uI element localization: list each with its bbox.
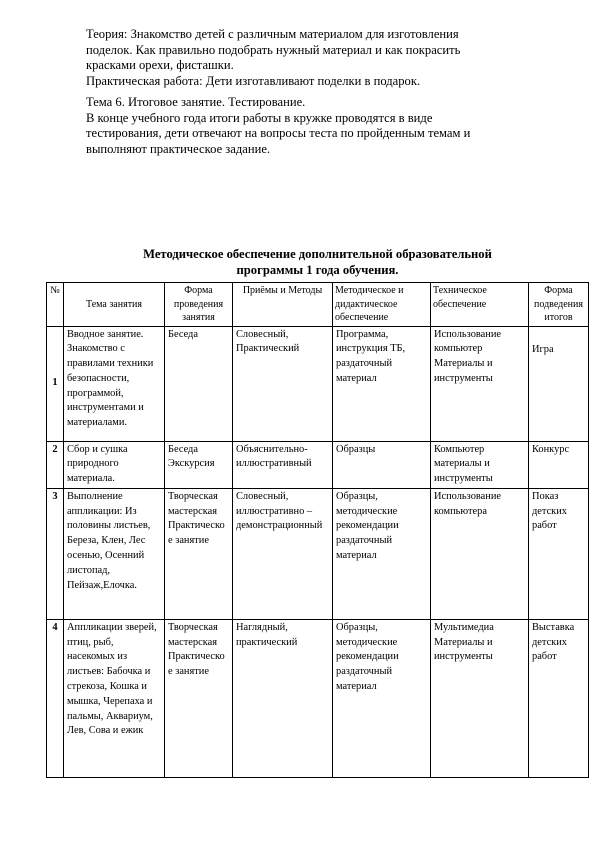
technical-cell: Компьютер материалы и инструменты bbox=[431, 441, 529, 488]
table-row bbox=[47, 441, 589, 488]
methods-cell: Словесный, Практический bbox=[233, 326, 333, 441]
table-row bbox=[47, 488, 589, 619]
table-row bbox=[47, 326, 589, 441]
didactic-cell: Образцы, методические рекомендации раздаточный материал bbox=[333, 619, 431, 777]
text-line: красками орехи, фисташки. bbox=[86, 58, 234, 72]
text-line: поделок. Как правильно подобрать нужный материал и как покрасить bbox=[86, 42, 461, 57]
topic-cell: Аппликации зверей, птиц, рыб, насекомых из листьев: Бабочка и стрекоза, Кошка и мышка, Черепаха и пальмы, Аквариум, Лев, Сова и ежик bbox=[64, 619, 165, 777]
topic-cell: Вводное занятие. Знакомство с правилами техники безопасности, программой, инструментами и материалами. bbox=[64, 326, 165, 441]
table-row bbox=[47, 619, 589, 777]
row-number: 4 bbox=[47, 619, 64, 777]
technical-cell: Использование компьютер Материалы и инструменты bbox=[431, 326, 529, 441]
technical-cell: Мультимедиа Материалы и инструменты bbox=[431, 619, 529, 777]
column-header-result: Форма подведения итогов bbox=[529, 283, 589, 327]
text-line: В конце учебного года итоги работы в кружке проводятся в виде bbox=[86, 110, 433, 125]
form-cell: Беседа Экскурсия bbox=[165, 441, 233, 488]
methodology-table bbox=[46, 282, 589, 778]
text-line: выполняют практическое задание. bbox=[86, 141, 271, 156]
section-title bbox=[60, 246, 575, 278]
topic-cell: Выполнение аппликации: Из половины листьев, Береза, Клен, Лес осенью, Осенний листопад, Пейзаж,Елочка. bbox=[64, 488, 165, 619]
methods-cell: Наглядный, практический bbox=[233, 619, 333, 777]
title-line: программы 1 года обучения. bbox=[236, 263, 399, 277]
text-line: Теория: Знакомство детей с различным материалом для изготовления bbox=[86, 27, 459, 41]
result-cell: Выставка детских работ bbox=[529, 619, 589, 777]
row-number: 2 bbox=[47, 441, 64, 488]
form-cell: Творческая мастерская Практическое занятие bbox=[165, 488, 233, 619]
result-cell: Показ детских работ bbox=[529, 488, 589, 619]
topic-cell: Сбор и сушка природного материала. bbox=[64, 441, 165, 488]
column-header-technical: Техническое обеспечение bbox=[431, 283, 529, 327]
didactic-cell: Образцы, методические рекомендации раздаточный материал bbox=[333, 488, 431, 619]
methods-cell: Объяснительно-иллюстративный bbox=[233, 441, 333, 488]
theory-paragraph bbox=[86, 27, 546, 89]
column-header-topic: Тема занятия bbox=[64, 283, 165, 327]
topic6-paragraph bbox=[86, 95, 546, 157]
row-number: 3 bbox=[47, 488, 64, 619]
text-line: тестирования, дети отвечают на вопросы теста по пройденным темам и bbox=[86, 126, 471, 140]
column-header-didactic: Методическое и дидактическое обеспечение bbox=[333, 283, 431, 327]
didactic-cell: Программа, инструкция ТБ, раздаточный материал bbox=[333, 326, 431, 441]
form-cell: Беседа bbox=[165, 326, 233, 441]
text-line: Практическая работа: Дети изготавливают поделки в подарок. bbox=[86, 73, 421, 88]
technical-cell: Использование компьютера bbox=[431, 488, 529, 619]
row-number: 1 bbox=[47, 326, 64, 441]
title-line: Методическое обеспечение дополнительной образовательной bbox=[143, 247, 492, 261]
column-header-form: Форма проведения занятия bbox=[165, 283, 233, 327]
column-header-number: № bbox=[47, 283, 64, 327]
topic-heading: Тема 6. Итоговое занятие. Тестирование. bbox=[86, 95, 306, 109]
form-cell: Творческая мастерская Практическое занятие bbox=[165, 619, 233, 777]
didactic-cell: Образцы bbox=[333, 441, 431, 488]
methods-cell: Словесный, иллюстративно – демонстрационный bbox=[233, 488, 333, 619]
result-cell: Конкурс bbox=[529, 441, 589, 488]
column-header-methods: Приёмы и Методы bbox=[233, 283, 333, 327]
result-cell: Игра bbox=[529, 326, 589, 441]
table-header-row bbox=[47, 283, 589, 327]
